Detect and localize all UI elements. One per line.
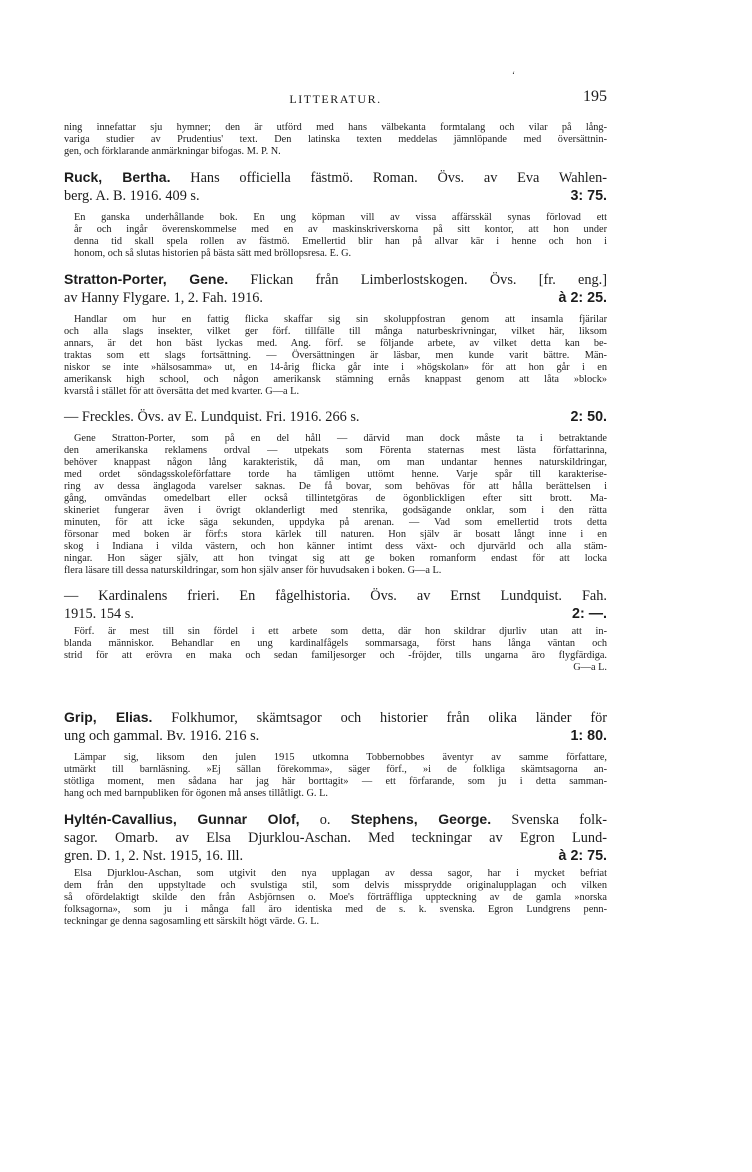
stray-print-mark: ʻ	[512, 70, 515, 80]
price: 2: —.	[572, 606, 607, 622]
author-name: Stephens, George.	[350, 811, 492, 827]
entry-heading-line: gren. D. 1, 2. Nst. 1915, 16. Ill. à 2: 75.	[64, 848, 607, 864]
review-ruck: En ganska underhållande bok. En ung köpman vill av vissa affärsskäl synas förlovad ett år och ingår överenskommelse med en av maskinskriverskorna på sitt kontor, att hon under denna tid skall spela rollen av fästmö. Emellertid blir han på allvar kär i henne och hon i honom, och så slutas historien på bästa sätt med bröllopsresa. E. G.	[74, 212, 607, 259]
entry-heading-line: Hyltén-Cavallius, Gunnar Olof, o. Stephens, George. Svenska folk-	[64, 811, 608, 828]
entry-heading-line: sagor. Omarb. av Elsa Djurklou-Aschan. Med teckningar av Egron Lund-	[64, 830, 607, 846]
entry-heading-line: 1915. 154 s. 2: —.	[64, 606, 607, 622]
entry-heading-line: Ruck, Bertha. Hans officiella fästmö. Roman. Övs. av Eva Wahlen-	[64, 169, 607, 186]
page-number: 195	[583, 88, 607, 105]
entry-heading-line: — Kardinalens frieri. En fågelhistoria. Övs. av Ernst Lundquist. Fah.	[64, 588, 607, 604]
signature: G—a L.	[573, 662, 607, 673]
review-hylten-cavallius: Elsa Djurklou-Aschan, som utgivit den nya upplagan av dessa sagor, har i mycket befriat dem från den uppstyltade och svulstiga stil, som delvis missprydde originalupplagan och vilken så ofördelaktigt skilde den från Asbjörnsen o. Moe's förträffliga uppteckning av de gamla »norska folksagorna», som ju i många fall äro identiska med de s. k. svenska. Egron Lundgrens penn- teckningar ge denna sagosamling ett särskilt högt värde. G. L.	[64, 868, 607, 927]
author-name: Grip, Elias.	[64, 709, 153, 725]
entry-stratton-porter-limberlost	[64, 270, 607, 307]
price: à 2: 75.	[558, 848, 607, 864]
entry-heading-line: Grip, Elias. Folkhumor, skämtsagor och historier från olika länder för	[64, 709, 608, 726]
price: à 2: 25.	[558, 290, 607, 306]
page	[64, 88, 608, 928]
running-title: LITTERATUR.	[289, 92, 382, 106]
author-name: Stratton-Porter, Gene.	[64, 271, 229, 287]
author-name: Hyltén-Cavallius, Gunnar Olof,	[64, 811, 300, 827]
intro-paragraph	[64, 122, 607, 158]
review-stratton-porter-limberlost: Handlar om hur en fattig flicka skaffar sig sin skoluppfostran genom att insamla fjärilar och alla slags insekter, vilket ger förf. tillfälle till många naturbeskrivningar, vilket här, liksom annars, är det hon bäst lyckas med. Ang. förf. se följande arbete, av vilket detta kan be- traktas som ett slags fortsättning. — Översättningen är läsbar, men kunde varit bättre. Män- niskor se inte »hälsosamma» ut, en 14-årig flicka går inte i »högskolan» för att hon går i en amerikansk high school, och någon amerikansk stämning ernås knappast genom att låta »block» kvarstå i stället för att översätta det med kvarter. G—a L.	[64, 314, 607, 397]
review-freckles: Gene Stratton-Porter, som på en del håll — därvid man dock måste ta i betraktande den amerikanska reklamens ordval — utpekats som Förenta staternas mest lästa författarinna, behöver knappast någon lång karakteristik, då man, om man undantar hennes naturskildringar, med ordet söndagsskoleförfattare torde ha tämligen uttömt henne. Varje spår till karakterise- ring av dessa änglagoda varelser saknas. De få bovar, som behövas för att hålla berättelsen i gång, omvändas omedelbart eller också tillintetgöras de ögonblickligen efter sitt brott. Ma- skineriet fungerar även i övrigt oklanderligt med stenrika, godsägande onklar, som i den rätta minuten, för att icke säga sekunden, uppdyka på arenan. — Vad som emellertid trots detta försonar med boken är förf:s stora kärlek till naturen. Hon själv är bosatt långt inne i en skog i Indiana i vilda västern, och hon känner intimt dess växt- och djurvärld och alla stäm- ningar. Hon säger själv, att hon tvingat sig att ge boken romanform endast för att locka flera läsare till dessa naturskildringar, som hon själv anser för huvudsaken i boken. G—a L.	[64, 433, 607, 576]
entry-kardinalens-frieri	[64, 587, 607, 623]
entry-heading-line: av Hanny Flygare. 1, 2. Fah. 1916. à 2: 25.	[64, 290, 607, 306]
price: 3: 75.	[570, 188, 607, 204]
entry-heading-line: — Freckles. Övs. av E. Lundquist. Fri. 1916. 266 s. 2: 50.	[64, 409, 607, 425]
running-header	[64, 88, 607, 122]
entry-heading-line: ung och gammal. Bv. 1916. 216 s. 1: 80.	[64, 728, 607, 744]
price: 2: 50.	[570, 409, 607, 425]
entry-freckles	[64, 408, 607, 426]
review-kardinalens-frieri: Förf. är mest till sin fördel i ett arbete som detta, där hon skildrar djurliv utan att in- blanda människor. Behandlar en ung kardinalfågels sommarsaga, först hans långa väntan och strid för att erövra en maka och sedan familjesorger och -fröjder, tills ungarna äro flygfärdiga. G—a L.	[64, 626, 607, 673]
text-line: variga studier av Prudentius' text. Den latinska texten meddelas jämnlöpande med översättnin-	[64, 134, 607, 145]
entry-heading-line: berg. A. B. 1916. 409 s. 3: 75.	[64, 188, 607, 204]
price: 1: 80.	[570, 728, 607, 744]
entry-ruck	[64, 168, 607, 205]
text-line: gen, och förklarande anmärkningar bifogas. M. P. N.	[64, 146, 281, 157]
review-grip: Lämpar sig, liksom den julen 1915 utkomna Tobbernobbes äventyr av samme författare, utmärkt till barnläsning. »Ej sällan förekomma», säger förf., »i de folkliga skämtsagorna an- stötliga moment, men sådana har jag här borttagit» — ett förfarande, som ju i detta samman- hang och med barnpubliken för ögonen må anses tillåtligt. G. L.	[64, 752, 607, 799]
text-line: ning innefattar sju hymner; den är utförd med hans välbekanta formtalang och vilar på lång-	[64, 122, 607, 133]
entry-hylten-cavallius	[64, 810, 607, 865]
author-name: Ruck, Bertha.	[64, 169, 171, 185]
entry-heading-line: Stratton-Porter, Gene. Flickan från Limberlostskogen. Övs. [fr. eng.]	[64, 271, 607, 288]
entry-grip	[64, 708, 607, 745]
